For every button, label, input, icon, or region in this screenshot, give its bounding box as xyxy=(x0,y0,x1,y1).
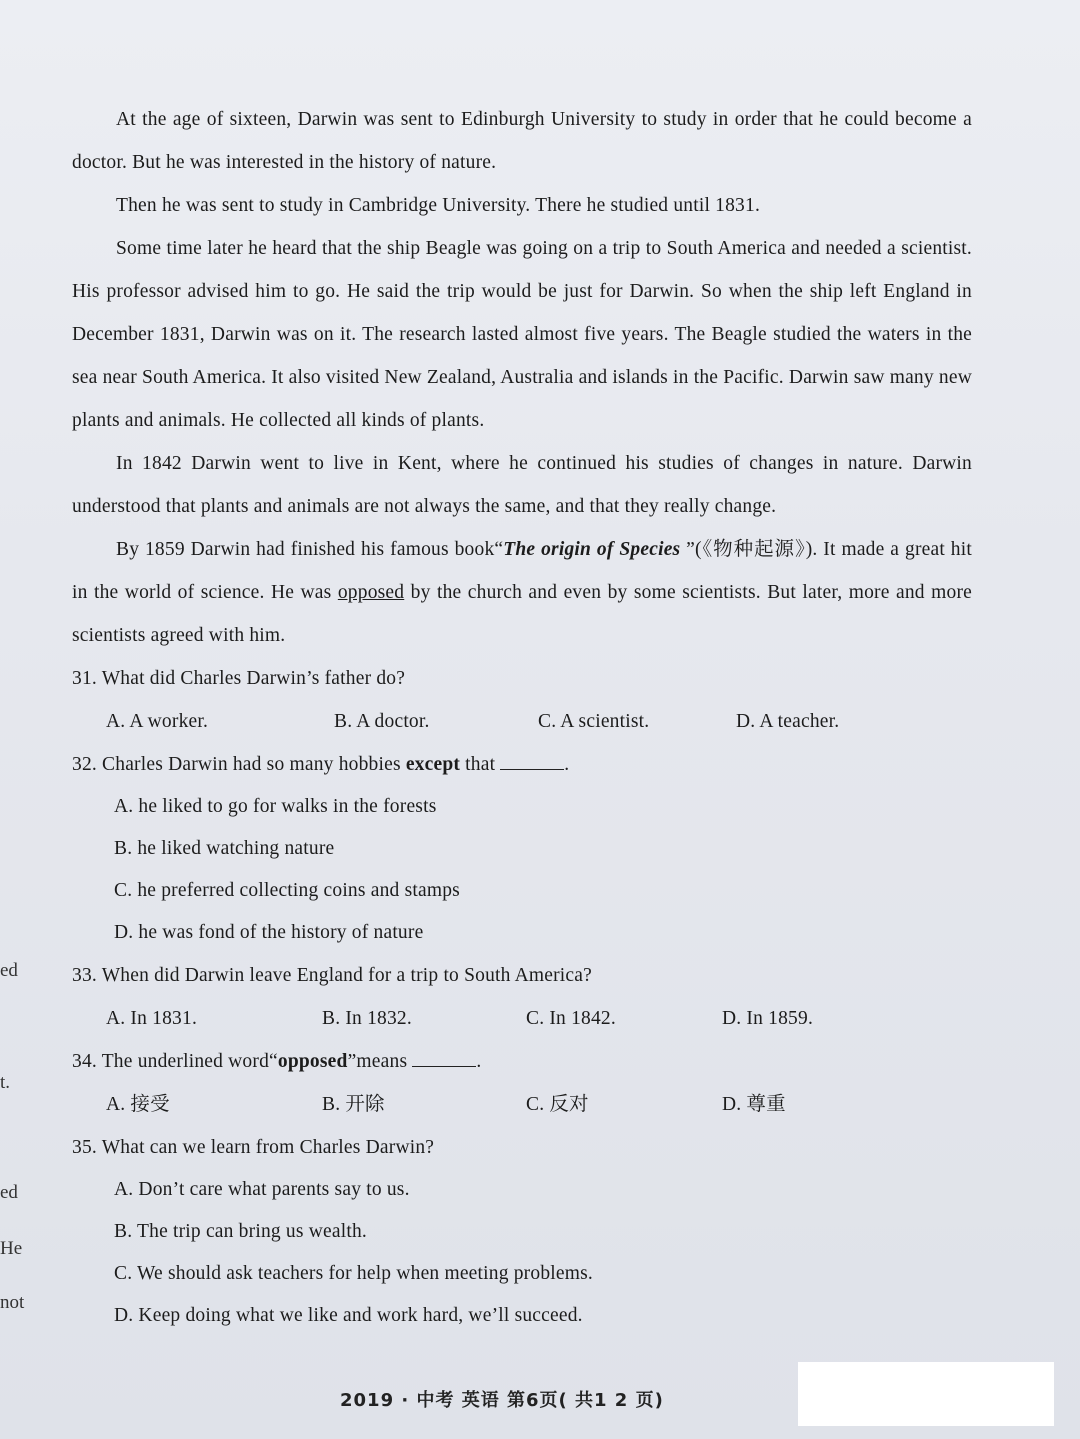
q32-stem-after: that xyxy=(460,754,496,775)
q32-stem-bold: except xyxy=(405,754,461,775)
option-a: A. Don’t care what parents say to us. xyxy=(114,1179,410,1200)
paragraph-5 xyxy=(72,528,972,657)
page-footer: 2019 · 中考 英语 第6页( 共1 2 页) xyxy=(340,1390,664,1411)
para5-before: By 1859 Darwin had finished his famous book“ xyxy=(116,539,504,560)
option-d: D. In 1859. xyxy=(722,1008,814,1029)
option-b: B. 开除 xyxy=(322,1094,385,1115)
option-d: D. A teacher. xyxy=(736,711,840,732)
edge-fragment: not xyxy=(0,1292,25,1313)
paragraph-2: Then he was sent to study in Cambridge University. There he studied until 1831. xyxy=(116,195,761,216)
answer-blank xyxy=(500,751,564,770)
option-c: C. In 1842. xyxy=(526,1008,616,1029)
underlined-word: opposed xyxy=(337,582,405,603)
option-d: D. Keep doing what we like and work hard, we’ll succeed. xyxy=(114,1305,583,1326)
option-a: A. A worker. xyxy=(106,711,209,732)
question-34-options xyxy=(72,1083,972,1126)
option-c: C. he preferred collecting coins and stamps xyxy=(114,880,460,901)
q32-end: . xyxy=(564,754,570,775)
q34-end: . xyxy=(476,1051,482,1072)
question-34-stem xyxy=(72,1040,972,1083)
book-title: The origin of Species xyxy=(503,539,681,560)
para5-after1: ”(《物种起源》). It made a great hit in the world of science. He was xyxy=(72,539,972,603)
option-a: A. he liked to go for walks in the forests xyxy=(114,796,437,817)
option-b: B. he liked watching nature xyxy=(114,838,335,859)
option-a: A. In 1831. xyxy=(106,1008,198,1029)
option-d: D. he was fond of the history of nature xyxy=(114,922,424,943)
option-c: C. A scientist. xyxy=(538,711,650,732)
q32-stem-before: 32. Charles Darwin had so many hobbies xyxy=(72,754,406,775)
question-33-options xyxy=(72,997,972,1040)
edge-fragment: ed xyxy=(0,960,18,981)
option-d: D. 尊重 xyxy=(722,1094,786,1115)
option-b: B. The trip can bring us wealth. xyxy=(114,1221,367,1242)
white-cover-box xyxy=(798,1362,1054,1426)
q34-stem-after: ”means xyxy=(347,1051,408,1072)
question-33-stem: 33. When did Darwin leave England for a trip to South America? xyxy=(72,965,592,986)
question-31-stem: 31. What did Charles Darwin’s father do? xyxy=(72,668,406,689)
question-32-stem xyxy=(72,743,972,786)
para5-after2: by the church and even by some scientists. But later, more and more scientists agreed with him. xyxy=(72,582,972,646)
option-b: B. In 1832. xyxy=(322,1008,412,1029)
edge-fragment: He xyxy=(0,1238,23,1259)
option-a: A. 接受 xyxy=(106,1094,170,1115)
paragraph-4: In 1842 Darwin went to live in Kent, where he continued his studies of changes in nature. Darwin understood that plants and animals are not always the same, and that they really change. xyxy=(72,453,972,517)
paragraph-1: At the age of sixteen, Darwin was sent to Edinburgh University to study in order that he could become a doctor. But he was interested in the history of nature. xyxy=(72,109,972,173)
answer-blank xyxy=(412,1048,476,1067)
option-b: B. A doctor. xyxy=(334,711,430,732)
q34-stem-bold: opposed xyxy=(277,1051,348,1072)
paragraph-3: Some time later he heard that the ship Beagle was going on a trip to South America and needed a scientist. His professor advised him to go. He said the trip would be just for Darwin. So when the ship left England in December 1831, Darwin was on it. The research lasted almost five years. The Beagle studied the waters in the sea near South America. It also visited New Zealand, Australia and islands in the Pacific. Darwin saw many new plants and animals. He collected all kinds of plants. xyxy=(72,238,972,431)
edge-fragment: ed xyxy=(0,1182,18,1203)
question-35-stem: 35. What can we learn from Charles Darwin? xyxy=(72,1137,435,1158)
question-31-options xyxy=(72,700,972,743)
edge-fragment: t. xyxy=(0,1072,11,1093)
q34-stem-before: 34. The underlined word“ xyxy=(72,1051,278,1072)
reading-passage xyxy=(72,98,972,1337)
option-c: C. 反对 xyxy=(526,1094,589,1115)
option-c: C. We should ask teachers for help when meeting problems. xyxy=(114,1263,593,1284)
